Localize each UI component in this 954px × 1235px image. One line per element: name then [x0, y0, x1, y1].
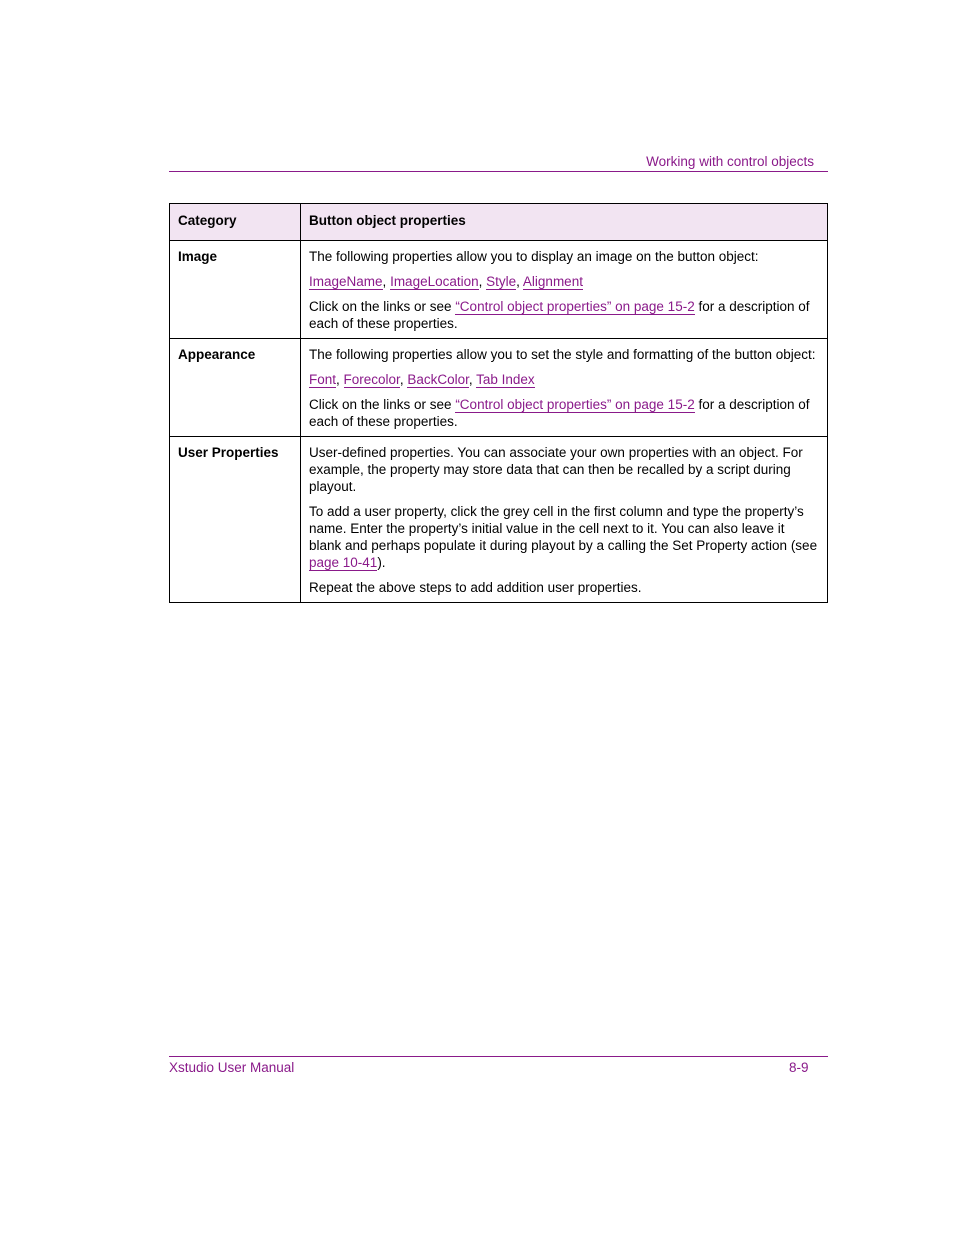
link-control-object-properties[interactable]: “Control object properties” on page 15-2: [455, 397, 695, 412]
image-ref-text-end: for a description of each of these properties.: [309, 299, 810, 331]
link-alignment[interactable]: Alignment: [522, 274, 583, 289]
table-row-image: [170, 241, 828, 339]
user-p2-text: To add a user property, click the grey cell in the first column and type the property’s name. Enter the property’s initial value in the cell next to it. You can also leave it blank and perhaps populate it during playout by a calling the Set Property action (see: [309, 504, 818, 553]
button-properties-table: [169, 203, 828, 603]
user-properties-p3: Repeat the above steps to add addition user properties.: [309, 580, 642, 595]
footer-page-number: 8-9: [789, 1060, 809, 1075]
appearance-ref-text-end: for a description of each of these properties.: [309, 397, 810, 429]
user-properties-p1: User-defined properties. You can associate your own properties with an object. For example, the property may store data that can then be recalled by a script during playout.: [309, 445, 803, 494]
link-imagelocation[interactable]: ImageLocation: [390, 274, 479, 289]
table-row-user-properties: [170, 437, 828, 603]
link-font[interactable]: Font: [309, 372, 337, 387]
user-p2-text-end: ).: [377, 555, 386, 570]
category-image: Image: [170, 241, 301, 339]
appearance-description: The following properties allow you to set the style and formatting of the button object:: [309, 347, 816, 362]
link-forecolor[interactable]: Forecolor: [343, 372, 400, 387]
link-page-10-41[interactable]: page 10-41: [309, 555, 378, 570]
link-control-object-properties[interactable]: “Control object properties” on page 15-2: [455, 299, 695, 314]
appearance-links: Font, Forecolor, BackColor, Tab Index: [309, 372, 535, 387]
appearance-ref-text: Click on the links or see: [309, 397, 456, 412]
header-rule: [169, 171, 828, 172]
link-style[interactable]: Style: [486, 274, 517, 289]
category-appearance: Appearance: [170, 339, 301, 437]
appearance-reference: [309, 396, 819, 430]
column-header-properties: Button object properties: [301, 204, 828, 241]
link-imagename[interactable]: ImageName: [309, 274, 383, 289]
column-header-category: Category: [170, 204, 301, 241]
properties-cell-appearance: [301, 339, 828, 437]
link-backcolor[interactable]: BackColor: [407, 372, 469, 387]
table-header-row: [170, 204, 828, 241]
properties-cell-image: [301, 241, 828, 339]
image-reference: [309, 298, 819, 332]
running-header: Working with control objects: [646, 154, 814, 169]
image-description: The following properties allow you to display an image on the button object:: [309, 249, 759, 264]
table-row-appearance: [170, 339, 828, 437]
image-ref-text: Click on the links or see: [309, 299, 456, 314]
footer-manual-title: Xstudio User Manual: [169, 1060, 295, 1075]
properties-cell-user: [301, 437, 828, 603]
user-properties-p2: [309, 503, 819, 571]
footer-rule: [169, 1056, 828, 1057]
link-tab-index[interactable]: Tab Index: [476, 372, 535, 387]
image-links: ImageName, ImageLocation, Style, Alignment: [309, 274, 583, 289]
category-user-properties: User Properties: [170, 437, 301, 603]
